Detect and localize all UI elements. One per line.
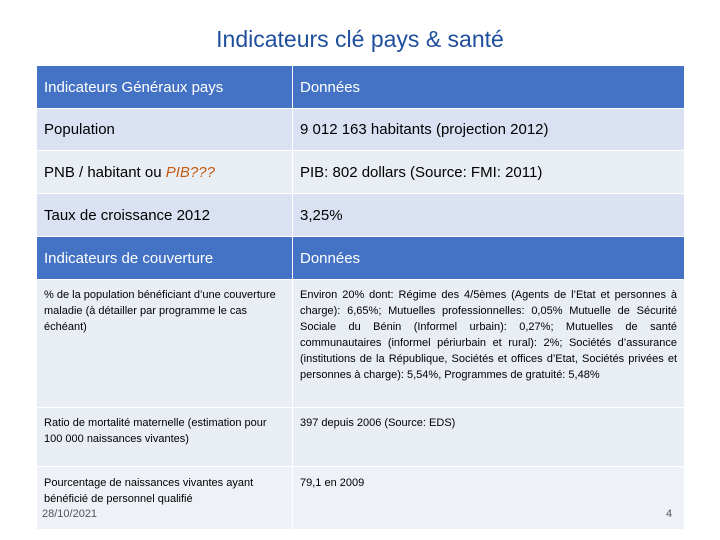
row-label: Population <box>37 109 293 151</box>
table-row <box>37 467 685 530</box>
table-row <box>37 151 685 194</box>
header-cell: Données <box>293 66 685 109</box>
highlighted-text: PIB??? <box>165 163 215 181</box>
page-number: 4 <box>666 508 673 520</box>
header-cell: Indicateurs de couverture <box>37 237 293 280</box>
row-value: 79,1 en 2009 <box>293 467 685 530</box>
row-label: Pourcentage de naissances vivantes ayant bénéficié de personnel qualifié <box>37 467 293 530</box>
indicators-table <box>36 65 685 530</box>
page-title: Indicateurs clé pays & santé <box>216 26 504 52</box>
row-label: % de la population bénéficiant d’une couverture maladie (à détailler par programme le cas échéant) <box>37 280 293 408</box>
row-value: PIB: 802 dollars (Source: FMI: 2011) <box>293 151 685 194</box>
row-label <box>37 151 293 194</box>
table-header-row <box>37 66 685 109</box>
row-value: 3,25% <box>293 194 685 237</box>
table-row <box>37 109 685 151</box>
row-label-prefix: PNB / habitant ou <box>44 163 166 181</box>
row-value: Environ 20% dont: Régime des 4/5èmes (Agents de l’Etat et personnes à charge): 6,65%; Mutuelles professionnelles: 0,05% Mutuelle de Sécurité Sociale du Bénin (Informel urbain): 0,27%; Mutuelles de santé communautaires (informel périurbain et rural): 2%; Sociétés d’assurance (institutions de la République, Sociétés et offices d’Etat, Sociétés privées et personnes à charge): 5,54%, Programmes de gratuité: 5,48% <box>293 280 685 408</box>
row-value: 9 012 163 habitants (projection 2012) <box>293 109 685 151</box>
table-row <box>37 280 685 408</box>
header-cell: Données <box>293 237 685 280</box>
footer-date: 28/10/2021 <box>42 508 98 520</box>
header-cell: Indicateurs Généraux pays <box>37 66 293 109</box>
table-header-row <box>37 237 685 280</box>
table-row <box>37 408 685 467</box>
table-row <box>37 194 685 237</box>
row-value: 397 depuis 2006 (Source: EDS) <box>293 408 685 467</box>
row-label: Taux de croissance 2012 <box>37 194 293 237</box>
row-label: Ratio de mortalité maternelle (estimation pour 100 000 naissances vivantes) <box>37 408 293 467</box>
